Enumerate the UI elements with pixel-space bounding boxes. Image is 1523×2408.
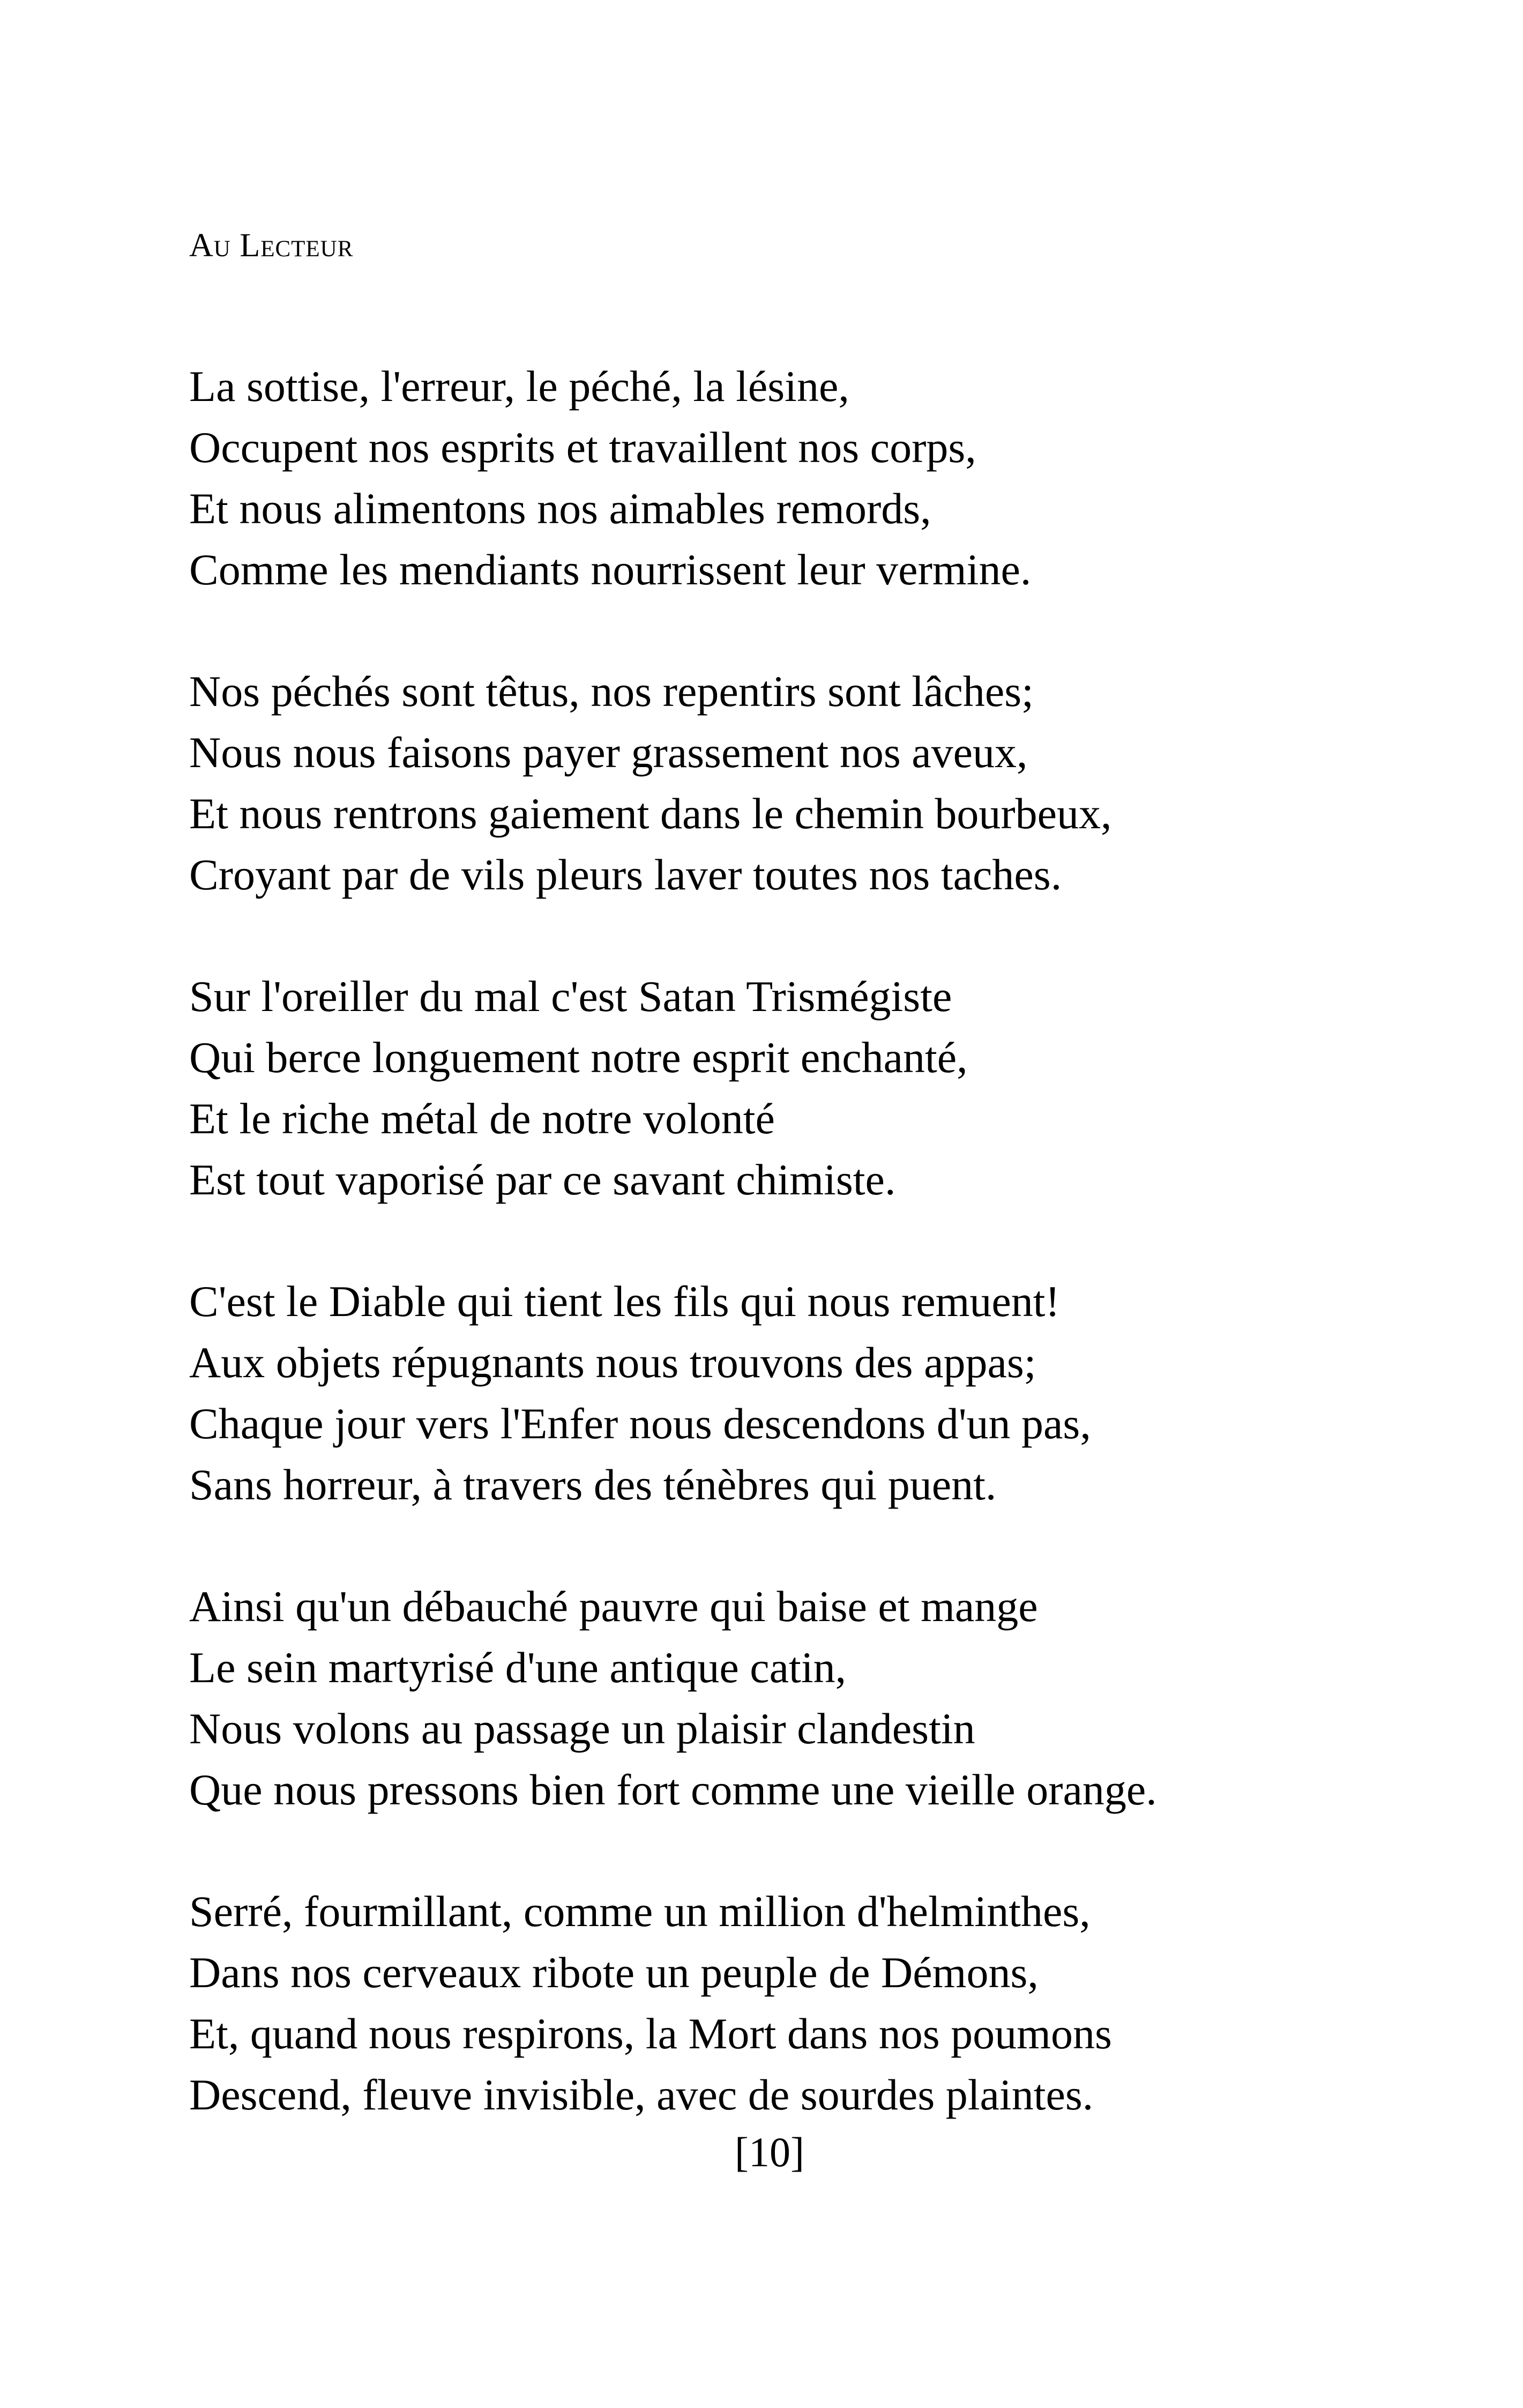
verse-line: C'est le Diable qui tient les fils qui nous remuent! bbox=[189, 1277, 1060, 1326]
page-number: [10] bbox=[735, 2129, 804, 2175]
verse-line: Descend, fleuve invisible, avec de sourdes plaintes. bbox=[189, 2070, 1094, 2119]
verse-line: Sans horreur, à travers des ténèbres qui puent. bbox=[189, 1460, 997, 1509]
verse-line: Le sein martyrisé d'une antique catin, bbox=[189, 1643, 847, 1692]
verse-line: Nous nous faisons payer grassement nos aveux, bbox=[189, 728, 1028, 777]
stanza bbox=[189, 1271, 1475, 1515]
verse-line: Qui berce longuement notre esprit enchanté, bbox=[189, 1033, 968, 1082]
verse-line: Nous volons au passage un plaisir clandestin bbox=[189, 1704, 975, 1753]
verse-line: Aux objets répugnants nous trouvons des appas; bbox=[189, 1338, 1036, 1387]
verse-line: Est tout vaporisé par ce savant chimiste. bbox=[189, 1155, 896, 1204]
verse-line: Et le riche métal de notre volonté bbox=[189, 1094, 775, 1143]
stanza bbox=[189, 1576, 1475, 1820]
stanza bbox=[189, 1881, 1475, 2125]
verse-line: Occupent nos esprits et travaillent nos corps, bbox=[189, 423, 976, 472]
verse-line: Et, quand nous respirons, la Mort dans nos poumons bbox=[189, 2009, 1112, 2058]
verse-line: La sottise, l'erreur, le péché, la lésine, bbox=[189, 362, 849, 411]
verse-line: Nos péchés sont têtus, nos repentirs sont lâches; bbox=[189, 667, 1034, 716]
verse-line: Dans nos cerveaux ribote un peuple de Démons, bbox=[189, 1948, 1039, 1997]
verse-line: Serré, fourmillant, comme un million d'helminthes, bbox=[189, 1887, 1091, 1936]
verse-line: Comme les mendiants nourrissent leur vermine. bbox=[189, 545, 1032, 594]
poem-body bbox=[189, 356, 1475, 2186]
stanza bbox=[189, 966, 1475, 1210]
verse-line: Et nous rentrons gaiement dans le chemin bourbeux, bbox=[189, 789, 1112, 838]
verse-line: Chaque jour vers l'Enfer nous descendons d'un pas, bbox=[189, 1399, 1091, 1448]
verse-line: Sur l'oreiller du mal c'est Satan Trismégiste bbox=[189, 972, 952, 1021]
poem-title: Au Lecteur bbox=[189, 227, 354, 264]
verse-line: Ainsi qu'un débauché pauvre qui baise et mange bbox=[189, 1582, 1038, 1631]
verse-line: Et nous alimentons nos aimables remords, bbox=[189, 484, 931, 533]
stanza bbox=[189, 356, 1475, 600]
verse-line: Que nous pressons bien fort comme une vieille orange. bbox=[189, 1765, 1157, 1814]
verse-line: Croyant par de vils pleurs laver toutes nos taches. bbox=[189, 850, 1062, 899]
stanza bbox=[189, 661, 1475, 905]
